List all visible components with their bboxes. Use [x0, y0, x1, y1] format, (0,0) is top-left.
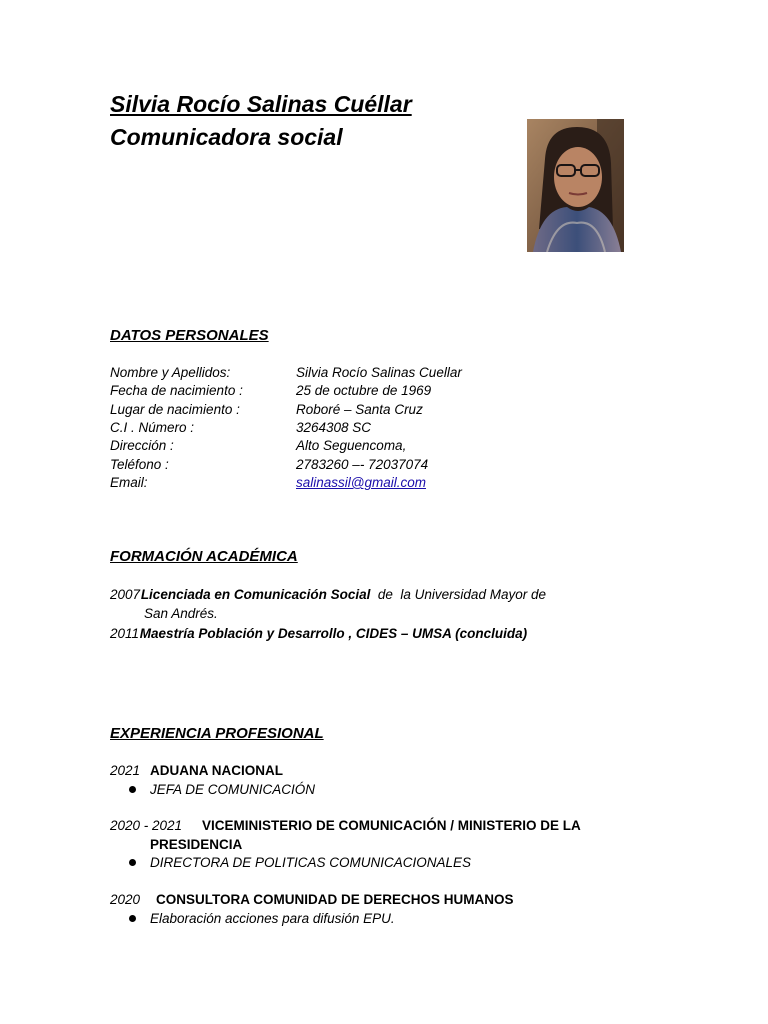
education-institution: de la Universidad Mayor de	[370, 587, 546, 602]
education-year: 2007	[110, 587, 141, 602]
education-item-continuation: San Andrés.	[144, 606, 218, 621]
section-heading-experience: EXPERIENCIA PROFESIONAL	[110, 725, 324, 742]
experience-role: DIRECTORA DE POLITICAS COMUNICACIONALES	[150, 855, 472, 870]
field-label: Nombre y Apellidos:	[110, 365, 231, 380]
field-label: Email:	[110, 475, 148, 490]
experience-year: 2021	[110, 763, 141, 778]
email-link[interactable]: salinassil@gmail.com	[296, 475, 426, 490]
bullet-icon	[129, 915, 136, 922]
bullet-icon	[129, 859, 136, 866]
education-item	[110, 626, 527, 641]
experience-year: 2020 - 2021	[110, 818, 183, 833]
field-value: Alto Seguencoma,	[296, 438, 407, 453]
field-label: Fecha de nacimiento :	[110, 383, 243, 398]
field-value: 2783260 –- 72037074	[296, 457, 429, 472]
field-value: Silvia Rocío Salinas Cuellar	[296, 365, 462, 380]
section-heading-education: FORMACIÓN ACADÉMICA	[110, 548, 298, 565]
experience-organization: CONSULTORA COMUNIDAD DE DERECHOS HUMANOS	[156, 892, 514, 907]
bullet-icon	[129, 786, 136, 793]
field-label: Dirección :	[110, 438, 174, 453]
experience-role: Elaboración acciones para difusión EPU.	[150, 911, 395, 926]
field-value: 25 de octubre de 1969	[296, 383, 432, 398]
field-value: Roboré – Santa Cruz	[296, 402, 423, 417]
education-title: Maestría Población y Desarrollo , CIDES – UMSA (concluida)	[139, 626, 528, 641]
education-year: 2011	[110, 626, 140, 641]
candidate-profession: Comunicadora social	[110, 124, 343, 150]
section-heading-personal: DATOS PERSONALES	[110, 327, 269, 344]
experience-organization: VICEMINISTERIO DE COMUNICACIÓN / MINISTERIO DE LA	[202, 818, 581, 833]
candidate-name: Silvia Rocío Salinas Cuéllar	[110, 91, 412, 117]
field-label: C.I . Número :	[110, 420, 195, 435]
experience-year: 2020	[110, 892, 141, 907]
education-item	[110, 587, 546, 602]
experience-organization-continuation: PRESIDENCIA	[150, 837, 243, 852]
experience-role: JEFA DE COMUNICACIÓN	[150, 782, 316, 797]
profile-photo	[527, 119, 624, 252]
education-title: Licenciada en Comunicación Social	[140, 587, 371, 602]
experience-organization: ADUANA NACIONAL	[150, 763, 283, 778]
field-label: Lugar de nacimiento :	[110, 402, 240, 417]
field-value: 3264308 SC	[296, 420, 372, 435]
field-label: Teléfono :	[110, 457, 169, 472]
